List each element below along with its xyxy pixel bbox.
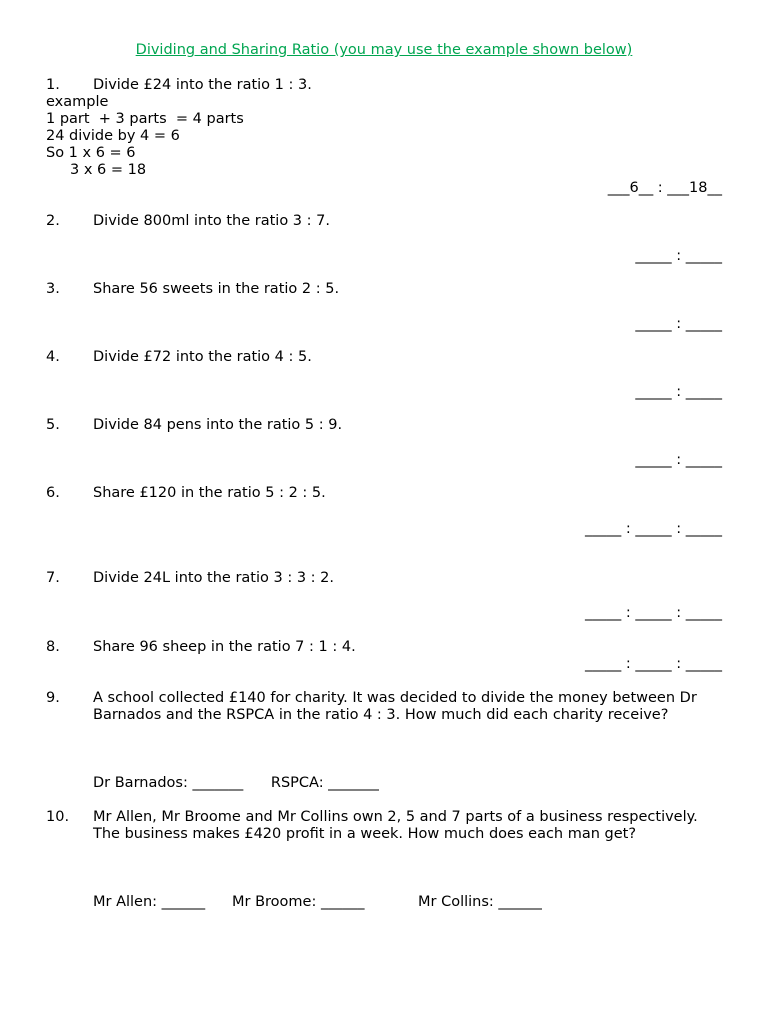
example-line: 24 divide by 4 = 6 [46,128,180,144]
answer-blank[interactable]: _____ : _____ [635,316,722,332]
question-number: 8. [46,639,60,655]
example-heading: example [46,94,109,110]
question-text: Divide 84 pens into the ratio 5 : 9. [93,417,343,433]
question-number: 1. [46,77,60,93]
example-line: So 1 x 6 = 6 [46,145,136,161]
question-text: Divide 24L into the ratio 3 : 3 : 2. [93,570,334,586]
answer-blank-broome[interactable]: Mr Broome: ______ [232,894,365,910]
question-number: 10. [46,809,70,825]
example-answer: ___6__ : ___18__ [607,180,722,196]
answer-blank[interactable]: _____ : _____ : _____ [585,605,722,621]
question-text: Share £120 in the ratio 5 : 2 : 5. [93,485,326,501]
answer-blank-allen[interactable]: Mr Allen: ______ [93,894,206,910]
answer-blank[interactable]: _____ : _____ [635,452,722,468]
worksheet-title: Dividing and Sharing Ratio (you may use the example shown below) [135,42,633,58]
example-line: 1 part + 3 parts = 4 parts [46,111,244,127]
answer-blank[interactable]: _____ : _____ [635,248,722,264]
question-text: Divide £72 into the ratio 4 : 5. [93,349,312,365]
question-number: 5. [46,417,60,433]
question-number: 6. [46,485,60,501]
question-number: 9. [46,690,60,706]
example-line: 3 x 6 = 18 [70,162,147,178]
answer-blank-charity[interactable]: Dr Barnados: _______ RSPCA: _______ [93,775,379,791]
question-number: 4. [46,349,60,365]
answer-blank[interactable]: _____ : _____ : _____ [585,656,722,672]
question-text: Share 96 sheep in the ratio 7 : 1 : 4. [93,639,356,655]
question-text: Divide 800ml into the ratio 3 : 7. [93,213,330,229]
question-text: Mr Allen, Mr Broome and Mr Collins own 2, 5 and 7 parts of a business respectively. The business makes £420 profit in a week. How much does each man get? [93,809,698,842]
question-text: Divide £24 into the ratio 1 : 3. [93,77,312,93]
question-text: Share 56 sweets in the ratio 2 : 5. [93,281,340,297]
question-number: 7. [46,570,60,586]
question-number: 2. [46,213,60,229]
answer-blank[interactable]: _____ : _____ [635,384,722,400]
answer-blank-collins[interactable]: Mr Collins: ______ [418,894,542,910]
question-number: 3. [46,281,60,297]
answer-blank[interactable]: _____ : _____ : _____ [585,521,722,537]
question-text: A school collected £140 for charity. It was decided to divide the money between Dr Barnados and the RSPCA in the ratio 4 : 3. How much did each charity receive? [93,690,697,723]
